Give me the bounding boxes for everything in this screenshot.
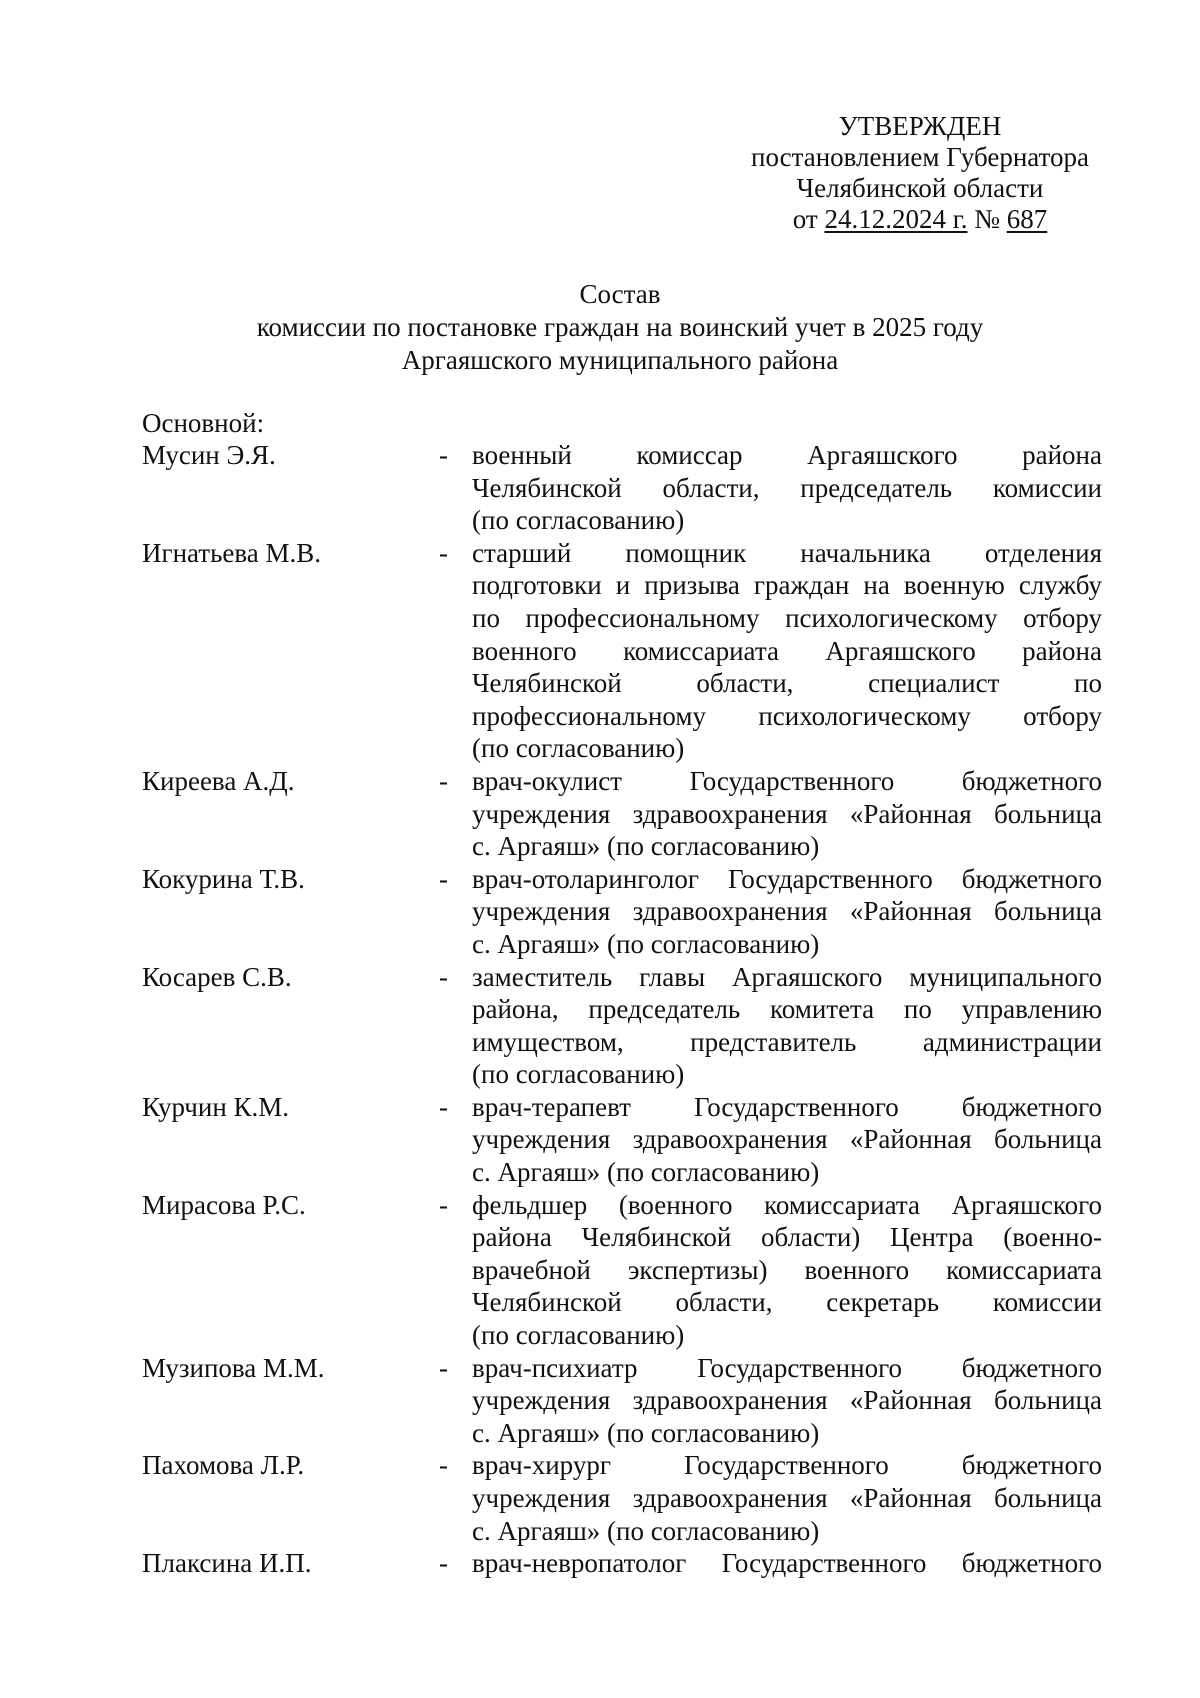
member-dash: - bbox=[439, 765, 448, 796]
member-entry bbox=[142, 439, 1102, 537]
member-description-line: учреждения здравоохранения «Районная больница bbox=[472, 1385, 1102, 1416]
approved-region: Челябинской области bbox=[796, 173, 1044, 203]
approved-by-resolution: постановлением Губернатора bbox=[751, 142, 1089, 172]
member-entry bbox=[142, 1091, 1102, 1189]
date-prefix: от bbox=[792, 204, 818, 234]
member-entry bbox=[142, 863, 1102, 961]
member-description-line: военного комиссариата Аргаяшского района bbox=[472, 635, 1102, 666]
member-description-line: района, председатель комитета по управлению bbox=[472, 994, 1102, 1025]
member-description-line: с. Аргаяш» (по согласованию) bbox=[472, 1515, 820, 1546]
member-entry bbox=[142, 1547, 1102, 1580]
member-description-line: по профессиональному психологическому отбору bbox=[472, 602, 1102, 633]
member-description-line: врач-хирург Государственного бюджетного bbox=[472, 1450, 1102, 1481]
member-description-line: (по согласованию) bbox=[472, 1320, 685, 1351]
members-list bbox=[142, 439, 1102, 1580]
member-description-line: Челябинской области, секретарь комиссии bbox=[472, 1287, 1102, 1318]
member-description-line: (по согласованию) bbox=[472, 1059, 685, 1090]
member-name: Пахомова Л.Р. bbox=[142, 1450, 305, 1481]
member-dash: - bbox=[439, 1189, 448, 1220]
member-entry bbox=[142, 961, 1102, 1091]
member-description-line: военный комиссар Аргаяшского района bbox=[472, 440, 1102, 470]
member-description-line: с. Аргаяш» (по согласованию) bbox=[472, 831, 820, 862]
title-line-2: комиссии по постановке граждан на воинский учет в 2025 году bbox=[256, 312, 984, 342]
member-description bbox=[472, 961, 1102, 1091]
member-name: Киреева А.Д. bbox=[142, 765, 295, 796]
member-description-line: имуществом, представитель администрации bbox=[472, 1026, 1102, 1057]
member-description-line: врач-окулист Государственного бюджетного bbox=[472, 765, 1102, 796]
member-description-line: врач-терапевт Государственного бюджетного bbox=[472, 1091, 1102, 1122]
member-description-line: с. Аргаяш» (по согласованию) bbox=[472, 928, 820, 959]
resolution-number: 687 bbox=[1006, 204, 1048, 234]
member-name: Мусин Э.Я. bbox=[142, 440, 276, 470]
member-description bbox=[472, 1449, 1102, 1547]
member-description bbox=[472, 1352, 1102, 1450]
member-description-line: фельдшер (военного комиссариата Аргаяшского bbox=[472, 1189, 1102, 1220]
title-line-3: Аргаяшского муниципального района bbox=[401, 345, 839, 375]
member-description-line: (по согласованию) bbox=[472, 505, 685, 536]
member-description-line: (по согласованию) bbox=[472, 733, 685, 764]
member-description bbox=[472, 863, 1102, 961]
member-entry bbox=[142, 1352, 1102, 1450]
member-description-line: врач-психиатр Государственного бюджетного bbox=[472, 1352, 1102, 1383]
document-title bbox=[150, 278, 1090, 377]
member-description bbox=[472, 537, 1102, 765]
approval-stamp-block bbox=[730, 111, 1110, 235]
member-name: Кокурина Т.В. bbox=[142, 863, 305, 894]
member-description-line: старший помощник начальника отделения bbox=[472, 537, 1102, 568]
member-description-line: профессиональному психологическому отбору bbox=[472, 700, 1102, 731]
member-description-line: заместитель главы Аргаяшского муниципального bbox=[472, 961, 1102, 992]
member-description bbox=[472, 439, 1102, 537]
member-dash: - bbox=[439, 1091, 448, 1122]
member-description bbox=[472, 1091, 1102, 1189]
member-entry bbox=[142, 1189, 1102, 1352]
member-entry bbox=[142, 537, 1102, 765]
member-dash: - bbox=[439, 863, 448, 894]
member-dash: - bbox=[439, 1548, 448, 1579]
member-description-line: Челябинской области, специалист по bbox=[472, 668, 1102, 699]
number-sign: № bbox=[974, 204, 1000, 234]
member-name: Мирасова Р.С. bbox=[142, 1189, 306, 1220]
member-description bbox=[472, 1189, 1102, 1352]
title-line-1: Состав bbox=[579, 279, 661, 309]
member-description-line: с. Аргаяш» (по согласованию) bbox=[472, 1417, 820, 1448]
member-name: Косарев С.В. bbox=[142, 961, 292, 992]
member-description-line: врач-невропатолог Государственного бюджетного bbox=[472, 1548, 1102, 1579]
member-entry bbox=[142, 1449, 1102, 1547]
member-description-line: района Челябинской области) Центра (военно- bbox=[472, 1222, 1102, 1253]
member-name: Курчин К.М. bbox=[142, 1091, 290, 1122]
member-description-line: учреждения здравоохранения «Районная больница bbox=[472, 1124, 1102, 1155]
member-description-line: с. Аргаяш» (по согласованию) bbox=[472, 1157, 820, 1188]
member-description-line: врачебной экспертизы) военного комиссариата bbox=[472, 1254, 1102, 1285]
section-label-main: Основной: bbox=[142, 408, 265, 438]
member-description-line: подготовки и призыва граждан на военную службу bbox=[472, 570, 1102, 601]
member-dash: - bbox=[439, 1352, 448, 1383]
member-entry bbox=[142, 765, 1102, 863]
member-description bbox=[472, 1547, 1102, 1580]
member-description-line: учреждения здравоохранения «Районная больница bbox=[472, 1483, 1102, 1513]
member-dash: - bbox=[439, 1450, 448, 1481]
member-name: Музипова М.М. bbox=[142, 1352, 325, 1383]
member-description-line: учреждения здравоохранения «Районная больница bbox=[472, 896, 1102, 927]
member-dash: - bbox=[439, 537, 448, 568]
approved-heading: УТВЕРЖДЕН bbox=[838, 111, 1002, 141]
member-description-line: учреждения здравоохранения «Районная больница bbox=[472, 798, 1102, 829]
resolution-date: 24.12.2024 г. bbox=[824, 204, 968, 234]
member-dash: - bbox=[439, 961, 448, 992]
member-name: Плаксина И.П. bbox=[142, 1548, 312, 1579]
member-description-line: Челябинской области, председатель комиссии bbox=[472, 472, 1102, 503]
approved-date-line bbox=[730, 204, 1110, 235]
member-description bbox=[472, 765, 1102, 863]
member-description-line: врач-отоларинголог Государственного бюджетного bbox=[472, 863, 1102, 894]
member-name: Игнатьева М.В. bbox=[142, 537, 322, 568]
member-dash: - bbox=[439, 440, 448, 470]
